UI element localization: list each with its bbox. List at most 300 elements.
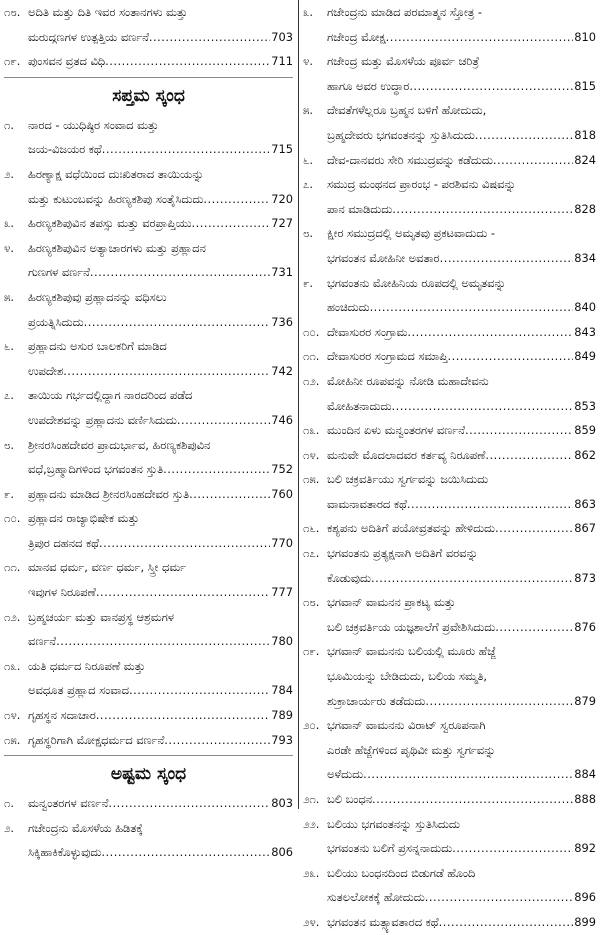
entry-title xyxy=(327,369,596,418)
entry-number: ೧೦. xyxy=(4,511,21,526)
dot-leader xyxy=(149,25,270,50)
toc-entry xyxy=(4,728,293,753)
entry-title-line xyxy=(28,482,293,507)
entry-title xyxy=(327,0,596,49)
entry-title-line xyxy=(327,148,596,173)
toc-entry xyxy=(4,113,293,162)
page-number: 840 xyxy=(574,300,596,315)
page-number: 884 xyxy=(574,767,596,782)
toc-entry xyxy=(303,639,596,713)
page-number: 888 xyxy=(574,792,596,806)
entry-title-text: ಅವಧೂತ ಪ್ರಹ್ಲಾದ ಸಂವಾದ xyxy=(28,683,129,698)
section-separator xyxy=(4,74,293,78)
dot-leader xyxy=(96,703,270,728)
page-number: 818 xyxy=(574,127,596,142)
entry-title xyxy=(28,211,293,236)
entry-title-line xyxy=(327,25,596,50)
dot-leader xyxy=(189,482,270,507)
entry-title xyxy=(28,654,293,703)
entry-number: ೨೪. xyxy=(303,914,320,929)
entry-title xyxy=(327,344,596,369)
entry-title-text: ಭಗವಂತನು ಬಲಿಗೆ ಪ್ರಸನ್ನನಾದುದು xyxy=(327,841,453,856)
entry-title-line: ಭಗವಾನ್ ವಾಮನನು ವಿರಾಟ್ ಸ್ವರೂಪನಾಗಿ xyxy=(327,718,486,733)
entry-title-text: ಮುಂದಿನ ಏಳು ಮನ್ವಂತರಗಳ ವರ್ಣನೆ xyxy=(327,423,465,438)
page-number: 720 xyxy=(271,191,293,206)
entry-number: ೧೩. xyxy=(303,423,320,438)
entry-number: ೧೨. xyxy=(4,609,21,624)
toc-entry xyxy=(4,703,293,728)
dot-leader xyxy=(99,531,270,556)
entry-title xyxy=(28,236,293,285)
entry-title-text: ವರ್ಣನೆ xyxy=(28,634,57,649)
page-number: 896 xyxy=(574,890,596,905)
page-number: 715 xyxy=(271,142,293,157)
entry-title-text: ಉಪದೇಶ xyxy=(28,363,64,378)
entry-title-line xyxy=(327,615,596,640)
entry-title-line: ಬಲಿಯು ಬಂಧನದಿಂದ ಬಿಡುಗಡೆ ಹೊಂದಿ xyxy=(327,865,476,880)
toc-entry xyxy=(303,443,596,468)
entry-title xyxy=(327,812,596,861)
entry-title-line: ಹಿರಣ್ಯಕಶಿಪುವಿನ ಅತ್ಯಾಚಾರಗಳು ಮತ್ತು ಪ್ರಹ್ಲಾದನ xyxy=(28,240,206,255)
dot-leader xyxy=(163,457,270,482)
entry-title-line xyxy=(28,531,293,556)
entry-title xyxy=(327,271,596,320)
dot-leader xyxy=(407,320,573,345)
entry-title-text: ಬ್ರಹ್ಮದೇವರು ಭಗವಂತನನ್ನು ಸ್ತುತಿಸಿದುದು xyxy=(327,127,475,142)
entry-title-line: ಬಲಿ ಚಕ್ರವರ್ತಿಯು ಸ್ವರ್ಗವನ್ನು ಜಯಿಸಿದುದು xyxy=(327,472,489,487)
page-number: 892 xyxy=(574,841,596,856)
entry-title-line xyxy=(327,394,596,419)
toc-entry xyxy=(4,605,293,654)
page-number: 876 xyxy=(574,619,596,634)
toc-entry xyxy=(4,555,293,604)
entry-title-text: ಬಲಿ ಚಕ್ರವರ್ತಿಯ ಯಜ್ಞಶಾಲೆಗೆ ಪ್ರವೇಶಿಸಿದುದು xyxy=(327,619,496,634)
toc-entry xyxy=(303,369,596,418)
toc-entry xyxy=(4,285,293,334)
entry-title-line: ಭಗವಾನ್ ವಾಮನನು ಬಲಿಯಲ್ಲಿ ಮೂರು ಹೆಜ್ಜೆ xyxy=(327,644,496,659)
dot-leader xyxy=(475,123,573,148)
dot-leader xyxy=(407,492,573,517)
entry-title-line: ಮೋಹಿನೀ ರೂಪವನ್ನು ನೋಡಿ ಮಹಾದೇವನು xyxy=(327,373,489,388)
dot-leader xyxy=(129,678,270,703)
toc-entry xyxy=(4,0,293,49)
entry-number: ೧೪. xyxy=(303,447,320,462)
entry-number: ೧೭. xyxy=(303,546,320,561)
entry-number: ೮. xyxy=(4,437,14,452)
section-heading: ಅಷ್ಟಮ ಸ್ಕಂಧ xyxy=(110,764,187,785)
page-number: 770 xyxy=(271,535,293,550)
toc-entry xyxy=(303,861,596,910)
toc-entry xyxy=(303,344,596,369)
entry-number: ೨೨. xyxy=(303,816,320,831)
entry-title-line xyxy=(28,359,293,384)
dot-leader xyxy=(177,408,270,433)
page-number: 815 xyxy=(574,78,596,93)
toc-entry xyxy=(4,49,293,74)
page-number: 780 xyxy=(271,634,293,649)
entry-title-text: ಪ್ರಯತ್ನಿಸಿದುದು xyxy=(28,314,84,329)
page-number: 867 xyxy=(574,521,596,536)
entry-title-text: ಪಾನ ಮಾಡಿದುದು xyxy=(327,201,393,216)
toc-entry xyxy=(4,433,293,482)
entry-title-text: ಮತ್ತು ಕುಟುಂಬವನ್ನು ಹಿರಣ್ಯಕಶಿಪು ಸಂತೈಸಿದುದು xyxy=(28,191,204,206)
entry-title-text: ಸುತಲಲೋಕಕ್ಕೆ ಹೋದುದು xyxy=(327,890,425,905)
entry-title-line xyxy=(327,566,596,591)
entry-number: ೧೩. xyxy=(4,658,21,673)
dot-leader xyxy=(363,762,573,787)
entry-number: ೧೯. xyxy=(303,644,320,659)
entry-title-text: ಮರುದ್ಗಣಗಳ ಉತ್ಪತ್ತಿಯ ವರ್ಣನೆ xyxy=(28,29,149,44)
toc-entry xyxy=(4,506,293,555)
toc-entry xyxy=(303,516,596,541)
page-number: 806 xyxy=(271,845,293,860)
entry-title-line xyxy=(28,678,293,703)
entry-title xyxy=(327,467,596,516)
entry-title xyxy=(28,482,293,507)
toc-entry xyxy=(303,787,596,812)
entry-title-line: ಶ್ರೀನರಸಿಂಹದೇವರ ಪ್ರಾದುರ್ಭಾವ, ಹಿರಣ್ಯಕಶಿಪುವಿನ xyxy=(28,437,211,452)
entry-title-line xyxy=(327,492,596,517)
entry-title-line xyxy=(28,49,293,74)
entry-title-line xyxy=(28,310,293,335)
entry-number: ೫. xyxy=(4,289,14,304)
dot-leader xyxy=(386,25,574,50)
entry-number: ೪. xyxy=(4,240,14,255)
entry-title xyxy=(327,221,596,270)
entry-title-line xyxy=(327,836,596,861)
page-number: 711 xyxy=(271,54,293,69)
toc-entry xyxy=(303,541,596,590)
page-number: 784 xyxy=(271,683,293,698)
entry-title xyxy=(28,555,293,604)
entry-title-text: ಮನುವೇ ಮೊದಲಾದವರ ಕರ್ತವ್ಯ ನಿರೂಪಣೆ xyxy=(327,447,486,462)
toc-entry xyxy=(4,236,293,285)
entry-title xyxy=(28,433,293,482)
entry-number: ೩. xyxy=(303,5,313,19)
entry-title-text: ಕಶ್ಯಪನು ಅದಿತಿಗೆ ಪಯೋವ್ರತವನ್ನು ಹೇಳಿದುದು xyxy=(327,521,496,536)
entry-title-text: ಇವುಗಳ ನಿರೂಪಣೆ xyxy=(28,585,96,600)
entry-title-text: ಭಗವಂತನ ಮೋಹಿನೀ ಅವತಾರ xyxy=(327,250,440,265)
entry-title-text: ತ್ರಿಪುರ ದಹನದ ಕಥೆ xyxy=(28,535,99,550)
entry-title xyxy=(327,590,596,639)
entry-title-line xyxy=(327,689,596,714)
toc-entry xyxy=(303,148,596,173)
entry-title xyxy=(28,383,293,432)
entry-title-line xyxy=(327,443,596,468)
entry-number: ೧೨. xyxy=(303,373,320,388)
entry-number: ೧೬. xyxy=(303,521,320,536)
entry-title-line: ತಾಯಿಯ ಗರ್ಭದಲ್ಲಿದ್ದಾಗ ನಾರದರಿಂದ ಪಡೆದ xyxy=(28,388,193,403)
entry-title-line: ಯತಿ ಧರ್ಮದ ನಿರೂಪಣೆ ಮತ್ತು xyxy=(28,658,146,673)
dot-leader xyxy=(371,566,573,591)
section-heading: ಸಪ್ತಮ ಸ್ಕಂಧ xyxy=(112,85,185,106)
entry-title-text: ಗಜೇಂದ್ರ ಮೋಕ್ಷ xyxy=(327,29,386,44)
dot-leader xyxy=(392,394,574,419)
dot-leader xyxy=(56,629,270,654)
entry-number: ೧೯. xyxy=(4,54,21,69)
entry-title-line: ನಾರದ - ಯುಧಿಷ್ಠಿರ ಸಂವಾದ ಮತ್ತು xyxy=(28,117,159,132)
entry-title-line: ಭಗವಂತನು ಮೋಹಿನಿಯ ರೂಪದಲ್ಲಿ ಅಮೃತವನ್ನು xyxy=(327,275,506,290)
dot-leader xyxy=(164,728,270,753)
entry-number: ೪. xyxy=(303,54,313,69)
page-number: 899 xyxy=(574,914,596,929)
entry-title-text: ಗೃಹಸ್ಥನ ಸದಾಚಾರ xyxy=(28,708,96,723)
entry-title-line xyxy=(28,703,293,728)
entry-title-line xyxy=(28,211,293,236)
entry-number: ೨೩. xyxy=(303,865,320,880)
entry-title-line xyxy=(28,791,293,816)
toc-entry xyxy=(303,320,596,345)
entry-number: ೯. xyxy=(4,486,14,501)
entry-number: ೬. xyxy=(303,152,313,167)
entry-number: ೧. xyxy=(4,796,14,811)
entry-title-line: ಗಜೇಂದ್ರನು ಮೊಸಳೆಯ ಹಿಡಿತಕ್ಕೆ xyxy=(28,820,143,835)
page-number: 843 xyxy=(574,324,596,339)
entry-title xyxy=(327,861,596,910)
entry-title-text: ಭಗವಂತನ ಮತ್ಸ್ಯಾವತಾರದ ಕಥೆ xyxy=(327,914,439,929)
entry-title-line xyxy=(327,885,596,910)
entry-title-line xyxy=(28,629,293,654)
dot-leader xyxy=(192,211,271,236)
dot-leader xyxy=(372,787,573,812)
entry-title-line: ಕ್ಷೀರ ಸಮುದ್ರದಲ್ಲಿ ಅಮೃತವು ಪ್ರಕಟವಾದುದು - xyxy=(327,226,495,241)
page-number: 793 xyxy=(271,732,293,747)
entry-title xyxy=(327,172,596,221)
entry-title-text: ಹಾಗೂ ಅವರ ಉದ್ಧಾರ xyxy=(327,78,410,93)
entry-title-text: ದೇವ-ದಾನವರು ಸೇರಿ ಸಮುದ್ರವನ್ನು ಕಡೆದುದು xyxy=(327,152,493,167)
toc-entry xyxy=(4,791,293,816)
entry-title-line: ಬ್ರಹ್ಮಚರ್ಯ ಮತ್ತು ವಾನಪ್ರಸ್ಥ ಆಶ್ರಮಗಳ xyxy=(28,609,174,624)
toc-entry xyxy=(4,816,293,865)
entry-title-text: ದೇವಾಸುರರ ಸಂಗ್ರಾಮದ ಸಮಾಪ್ತಿ xyxy=(327,349,448,364)
entry-title xyxy=(28,113,293,162)
page-number: 859 xyxy=(574,423,596,438)
dot-leader xyxy=(439,910,574,935)
entry-title-line xyxy=(327,320,596,345)
toc-entry xyxy=(303,590,596,639)
page-number: 828 xyxy=(574,201,596,216)
entry-title-line xyxy=(28,137,293,162)
entry-title xyxy=(28,162,293,211)
toc-entry xyxy=(303,713,596,787)
entry-title-line xyxy=(28,260,293,285)
entry-number: ೧೫. xyxy=(4,732,21,747)
dot-leader xyxy=(425,885,574,910)
entry-title-line xyxy=(28,187,293,212)
entry-title-line xyxy=(327,123,596,148)
toc-entry xyxy=(303,271,596,320)
entry-title xyxy=(327,516,596,541)
page-number: 789 xyxy=(271,708,293,723)
entry-title-line xyxy=(327,762,596,787)
entry-title-text: ಕೊಡುವುದು xyxy=(327,570,371,585)
entry-title-text: ಪ್ರಹ್ಲಾದನು ಮಾಡಿದ ಶ್ರೀನರಸಿಂಹದೇವರ ಸ್ತುತಿ xyxy=(28,486,190,501)
entry-title xyxy=(28,285,293,334)
toc-entry xyxy=(4,211,293,236)
entry-number: ೯. xyxy=(303,275,313,290)
entry-title xyxy=(327,98,596,147)
entry-title-line xyxy=(28,408,293,433)
toc-entry xyxy=(303,221,596,270)
entry-title xyxy=(28,506,293,555)
entry-title-line: ಮಾನವ ಧರ್ಮ, ವರ್ಣ ಧರ್ಮ, ಸ್ತ್ರೀ ಧರ್ಮ xyxy=(28,560,187,575)
entry-title-line: ಹಿರಣ್ಯಾಕ್ಷ ವಧೆಯಿಂದ ದುಃಖಿತರಾದ ತಾಯಿಯನ್ನು xyxy=(28,166,204,181)
page-number: 810 xyxy=(574,29,596,44)
page-number: 760 xyxy=(271,486,293,501)
dot-leader xyxy=(203,187,270,212)
entry-title-text: ಗೃಹಸ್ಥರಿಗಾಗಿ ಮೋಕ್ಷಧರ್ಮದ ವರ್ಣನೆ xyxy=(28,732,165,747)
toc-entry xyxy=(303,467,596,516)
entry-title-line: ಅದಿತಿ ಮತ್ತು ದಿತಿ ಇವರ ಸಂತಾನಗಳು ಮತ್ತು xyxy=(28,5,188,19)
dot-leader xyxy=(465,418,573,443)
entry-title xyxy=(28,791,293,816)
page-number: 873 xyxy=(574,570,596,585)
entry-title xyxy=(28,816,293,865)
entry-title-line xyxy=(28,457,293,482)
entry-number: ೧೧. xyxy=(303,349,320,364)
entry-title-line xyxy=(327,418,596,443)
entry-number: ೨. xyxy=(4,820,14,835)
entry-title xyxy=(28,728,293,753)
page-number: 727 xyxy=(271,216,293,231)
entry-title-text: ಮೋಹಿತನಾದುದು xyxy=(327,398,392,413)
dot-leader xyxy=(495,516,573,541)
toc-entry xyxy=(4,383,293,432)
entry-title-line: ಗಜೇಂದ್ರ ಮತ್ತು ಮೊಸಳೆಯ ಪೂರ್ವ ಚರಿತ್ರೆ xyxy=(327,54,480,69)
contents-right-column xyxy=(303,0,596,929)
dot-leader xyxy=(392,197,573,222)
page-number: 736 xyxy=(271,314,293,329)
toc-entry xyxy=(4,654,293,703)
entry-title xyxy=(327,443,596,468)
entry-number: ೧೫. xyxy=(303,472,320,487)
page-number: 703 xyxy=(271,29,293,44)
toc-entry xyxy=(303,418,596,443)
entry-title-text: ಅಳೆದುದು xyxy=(327,767,364,782)
dot-leader xyxy=(96,580,270,605)
page-number: 862 xyxy=(574,447,596,462)
page-number: 752 xyxy=(271,462,293,477)
toc-entry xyxy=(303,812,596,861)
entry-title xyxy=(327,320,596,345)
entry-title-line: ಹಿರಣ್ಯಕಶಿಪುವು ಪ್ರಹ್ಲಾದನನ್ನು ವಧಿಸಲು xyxy=(28,289,167,304)
entry-title-text: ದೇವಾಸುರರ ಸಂಗ್ರಾಮ xyxy=(327,324,408,339)
toc-entry xyxy=(4,334,293,383)
entry-title xyxy=(28,703,293,728)
column-divider xyxy=(298,0,299,809)
page-number: 849 xyxy=(574,349,596,364)
entry-title-line xyxy=(327,246,596,271)
entry-number: ೧೮. xyxy=(4,5,21,19)
entry-title-text: ಪುಂಸವನ ವ್ರತದ ವಿಧಿ xyxy=(28,54,106,69)
entry-title-line: ಭೂಮಿಯನ್ನು ಬೇಡಿದುದು, ಬಲಿಯ ಸಮ್ಮತಿ, xyxy=(327,669,488,684)
entry-title xyxy=(28,0,293,49)
page-number: 879 xyxy=(574,693,596,708)
dot-leader xyxy=(90,260,270,285)
entry-title-line: ಭಗವಾನ್ ವಾಮನನ ಪ್ರಾಕಟ್ಯ ಮತ್ತು xyxy=(327,595,456,610)
entry-number: ೨೦. xyxy=(303,718,320,733)
entry-number: ೨. xyxy=(4,166,14,181)
entry-title-line xyxy=(28,580,293,605)
dot-leader xyxy=(102,137,270,162)
entry-title xyxy=(327,541,596,590)
entry-number: ೩. xyxy=(4,216,14,231)
page-number: 742 xyxy=(271,363,293,378)
entry-title-text: ಶುಕ್ರಾಚಾರ್ಯರು ತಡೆದುದು xyxy=(327,693,426,708)
entry-title-line xyxy=(28,728,293,753)
entry-number: ೭. xyxy=(4,388,14,403)
toc-entry xyxy=(4,482,293,507)
entry-title xyxy=(327,713,596,787)
entry-number: ೫. xyxy=(303,103,313,118)
entry-title-line: ಗಜೇಂದ್ರನು ಮಾಡಿದ ಪರಮಾತ್ಮನ ಸ್ತೋತ್ರ - xyxy=(327,5,483,19)
entry-title xyxy=(327,418,596,443)
entry-number: ೧೧. xyxy=(4,560,21,575)
entry-number: ೨೧. xyxy=(303,792,320,806)
toc-entry xyxy=(303,49,596,98)
entry-title-line xyxy=(327,344,596,369)
entry-title xyxy=(327,148,596,173)
entry-number: ೮. xyxy=(303,226,313,241)
contents-left-column xyxy=(4,0,293,860)
entry-title-text: ಜಯ-ವಿಜಯರ ಕಥೆ xyxy=(28,142,102,157)
entry-title xyxy=(327,910,596,935)
entry-title-line: ಭಗವಂತನು ಪ್ರತ್ಯಕ್ಷನಾಗಿ ಅದಿತಿಗೆ ವರವನ್ನು xyxy=(327,546,478,561)
entry-number: ೬. xyxy=(4,339,14,354)
page-number: 853 xyxy=(574,398,596,413)
entry-title xyxy=(28,334,293,383)
dot-leader xyxy=(485,443,573,468)
page-number: 731 xyxy=(271,265,293,280)
entry-title xyxy=(28,605,293,654)
entry-title xyxy=(327,639,596,713)
entry-title-line: ಬಲಿಯು ಭಗವಂತನನ್ನು ಸ್ತುತಿಸಿದುದು xyxy=(327,816,460,831)
page-number: 777 xyxy=(271,585,293,600)
entry-number: ೧೮. xyxy=(303,595,320,610)
dot-leader xyxy=(448,344,574,369)
entry-title-line: ದೇವತೆಗಳೆಲ್ಲರೂ ಬ್ರಹ್ಮನ ಬಳಿಗೆ ಹೋದುದು, xyxy=(327,103,487,118)
dot-leader xyxy=(440,246,574,271)
entry-number: ೧೦. xyxy=(303,324,320,339)
entry-number: ೭. xyxy=(303,177,313,192)
entry-title-line: ಎರಡೇ ಹೆಜ್ಜೆಗಳಿಂದ ಪೃಥಿವೀ ಮತ್ತು ಸ್ವರ್ಗವನ್ನು xyxy=(327,742,496,757)
entry-title-line xyxy=(327,295,596,320)
dot-leader xyxy=(493,148,573,173)
entry-title-line: ಸಮುದ್ರ ಮಂಥನದ ಪ್ರಾರಂಭ - ಪರಶಿವನು ವಿಷವನ್ನು xyxy=(327,177,516,192)
entry-title xyxy=(28,49,293,74)
entry-title-line xyxy=(327,197,596,222)
toc-entry xyxy=(4,162,293,211)
dot-leader xyxy=(495,615,573,640)
toc-entry xyxy=(303,0,596,49)
entry-title-line xyxy=(327,787,596,812)
entry-title-line: ಪ್ರಹ್ಲಾದನು ಅಸುರ ಬಾಲಕರಿಗೆ ಮಾಡಿದ xyxy=(28,339,167,354)
toc-entry xyxy=(303,172,596,221)
dot-leader xyxy=(84,310,271,335)
page-number: 863 xyxy=(574,496,596,511)
dot-leader xyxy=(105,49,270,74)
entry-title-text: ಮನ್ವಂತರಗಳ ವರ್ಣನೆ xyxy=(28,796,109,811)
entry-title-text: ಸಿಕ್ಕಿಹಾಕಿಕೊಳ್ಳುವುದು xyxy=(28,845,102,860)
dot-leader xyxy=(452,836,573,861)
entry-number: ೧೪. xyxy=(4,708,21,723)
page-number: 746 xyxy=(271,412,293,427)
entry-title-line: ಪ್ರಹ್ಲಾದನ ರಾಜ್ಯಾಭಿಷೇಕ ಮತ್ತು xyxy=(28,511,140,526)
entry-title-line xyxy=(327,74,596,99)
entry-title-line xyxy=(327,516,596,541)
entry-title-text: ಹಂಚಿದುದು xyxy=(327,300,370,315)
dot-leader xyxy=(63,359,270,384)
